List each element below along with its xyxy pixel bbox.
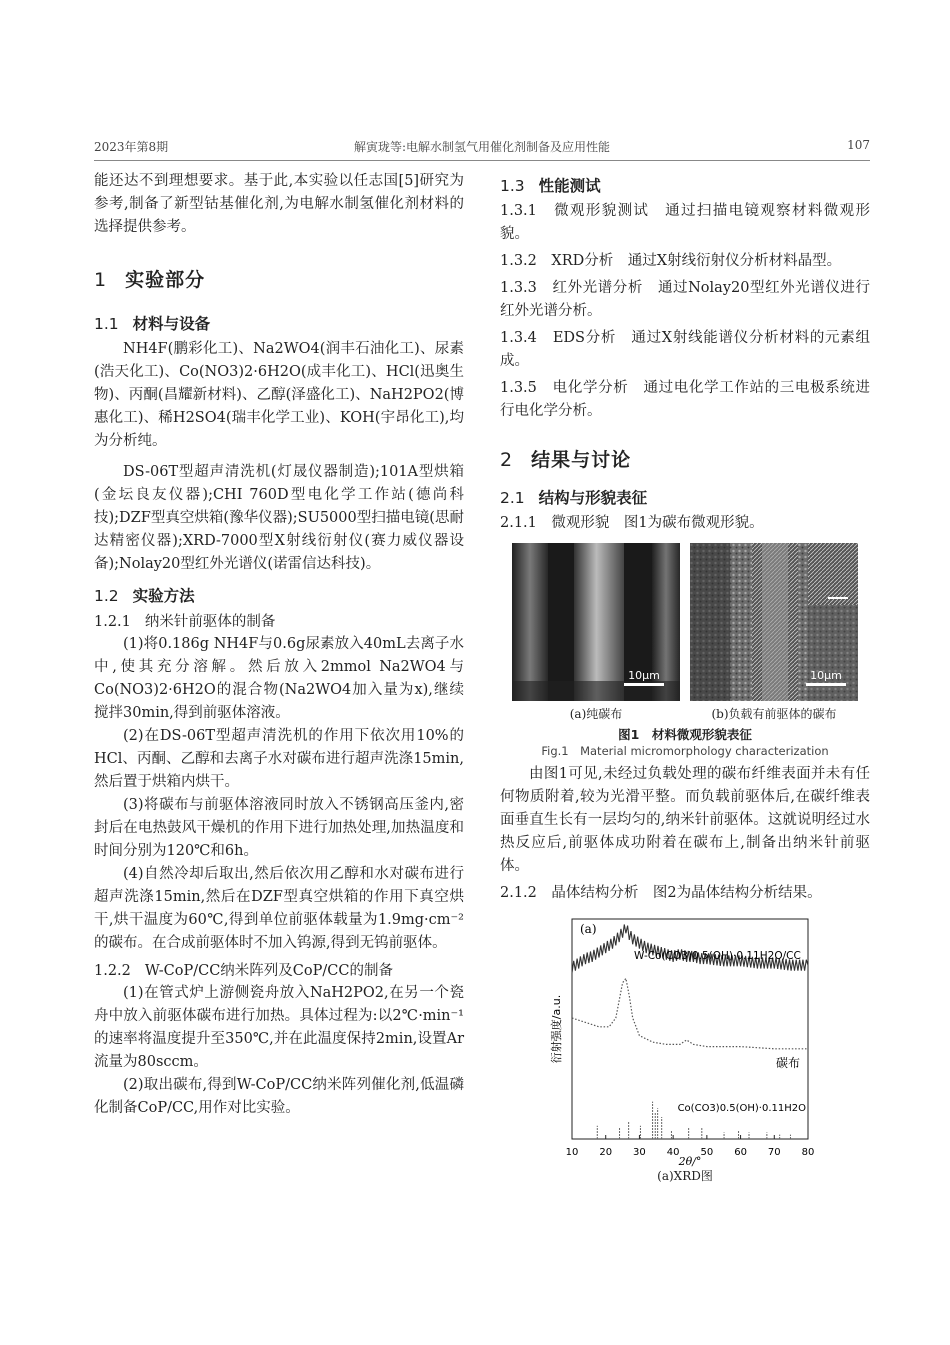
x-tick-label: 80 [801,1147,815,1158]
section-2-1-heading [500,486,870,508]
equipment-paragraph: DS-06T型超声清洗机(灯晟仪器制造);101A型烘箱(金坛良友仪器);CHI 760D型电化学工作站(德尚科技);DZF型真空烘箱(豫华仪器);SU5000型扫描电镜(思耐达精密仪器);XRD-7000型X射线衍射仪(赛力威仪器设备);Nolay20型红外光谱仪(诺雷信达科技)。 [94,464,464,572]
xrd-caption: (a)XRD图 [657,1169,713,1183]
section-number: 2.1 [500,489,525,507]
series-line-carbon-cloth [572,978,808,1048]
left-column [94,170,464,1120]
header-rule [94,160,870,161]
x-tick-label: 70 [767,1147,781,1158]
section-number: 1.2.2 [94,963,131,979]
x-tick-label: 10 [565,1147,579,1158]
test-1-3-5: 1.3.5 电化学分析 通过电化学工作站的三电极系统进行电化学分析。 [500,380,870,419]
section-number: 2 [500,449,514,471]
section-number: 1.1 [94,315,119,333]
running-header [94,138,870,158]
issue-label: 2023年第8期 [94,140,169,154]
sem-image-coated-carbon-cloth [690,543,858,701]
section-title: 实验部分 [125,269,206,291]
x-tick-label: 40 [666,1147,680,1158]
section-1-3-heading [500,174,870,196]
section-1-1-heading [94,312,464,334]
section-1-2-heading [94,584,464,606]
fig1-discussion-paragraph: 由图1可见,未经过负载处理的碳布纤维表面并未有任何物质附着,较为光滑平整。而负载前驱体后,在碳纤维表面垂直生长有一层均匀的,纳米针前驱体。这就说明经过水热反应后,前驱体成功附着在碳布上,制备出纳米针前驱体。 [500,766,870,874]
section-title: 实验方法 [132,587,195,605]
right-column [500,170,870,1184]
running-title: 解寅珑等:电解水制氢气用催化剂制备及应用性能 [353,140,611,154]
series-line-w-co [572,925,808,973]
figure-1 [500,543,870,721]
test-1-3-2: 1.3.2 XRD分析 通过X射线衍射仪分析材料晶型。 [500,253,842,269]
section-1-2-2-heading [94,959,464,980]
xrd-figure [500,915,870,1167]
materials-paragraph: NH4F(鹏彩化工)、Na2WO4(润丰石油化工)、尿素(浩天化工)、Co(NO3)2·6H2O(成丰化工)、HCl(迅奥生物)、丙酮(昌耀新材料)、乙醇(泽盛化工)、NaH2PO2(博惠化工)、稀H2SO4(瑞丰化学工业)、KOH(宇昂化工),均为分析纯。 [94,341,464,449]
step-3-paragraph: (3)将碳布与前驱体溶液同时放入不锈钢高压釜内,密封后在电热鼓风干燥机的作用下进行加热处理,加热温度和时间分别为120℃和6h。 [94,797,464,859]
section-number: 1.3 [500,177,525,195]
step-2-paragraph: (2)在DS-06T型超声清洗机的作用下依次用10%的HCl、丙酮、乙醇和去离子水对碳布进行超声洗涤15min,然后置于烘箱内烘干。 [94,728,464,790]
scale-label: 10μm [628,669,660,682]
section-1-heading [94,265,464,292]
step-5-paragraph: (1)在管式炉上游侧瓷舟放入NaH2PO2,在另一个瓷舟中放入前驱体碳布进行加热。具体过程为:以2℃·min⁻¹的速率将温度提升至350℃,并在此温度保持2min,设置Ar流量为80sccm。 [94,985,464,1070]
x-axis-label: 2θ/° [678,1155,702,1167]
series-label-carbon-cloth: 碳布 [776,1056,801,1070]
section-title: 结果与讨论 [531,449,632,471]
text-2-1-1: 2.1.1 微观形貌 图1为碳布微观形貌。 [500,515,764,531]
intro-paragraph: 能还达不到理想要求。基于此,本实验以任志国[5]研究为参考,制备了新型钴基催化剂,为电解水制氢催化剂材料的选择提供参考。 [94,173,464,235]
panel-label: (a) [580,922,597,936]
section-title: 材料与设备 [132,315,211,333]
step-4-paragraph: (4)自然冷却后取出,然后依次用乙醇和水对碳布进行超声洗涤15min,然后在DZF型真空烘箱的作用下真空烘干,烘干温度为60℃,得到单位前驱体载量为1.9mg·cm⁻²的碳布。在合成前驱体时不加入钨源,得到无钨前驱体。 [94,866,464,951]
x-tick-label: 60 [734,1147,747,1158]
series-label-w-co: W-Co(CO3)0.5(OH)·0.11H2O/CC [634,950,801,962]
fig1-caption-b: (b)负载有前驱体的碳布 [711,707,837,721]
section-title: 结构与形貌表征 [538,489,648,507]
x-tick-label: 30 [633,1147,646,1158]
section-number: 1.2 [94,587,119,605]
x-tick-label: 20 [599,1147,613,1158]
scale-label: 10μm [810,669,842,682]
section-1-2-1-heading [94,610,464,631]
fig1-title: 图1 材料微观形貌表征 [618,727,752,742]
x-tick-label: 50 [700,1147,714,1158]
page-number: 107 [847,138,870,152]
text-2-1-2: 2.1.2 晶体结构分析 图2为晶体结构分析结果。 [500,885,822,901]
section-2-heading [500,445,870,472]
section-number: 1.2.1 [94,614,131,630]
y-axis-label: 衍射强度/a.u. [550,994,563,1064]
xrd-chart [500,915,870,1167]
fig1-caption-a: (a)纯碳布 [569,707,623,721]
test-1-3-4: 1.3.4 EDS分析 通过X射线能谱仪分析材料的元素组成。 [500,330,870,369]
fig1-title-en: Fig.1 Material micromorphology characterization [541,744,829,758]
step-6-paragraph: (2)取出碳布,得到W-CoP/CC纳米阵列催化剂,低温磷化制备CoP/CC,用作对比实验。 [94,1077,464,1116]
section-number: 1 [94,269,108,291]
test-1-3-1: 1.3.1 微观形貌测试 通过扫描电镜观察材料微观形貌。 [500,203,870,242]
test-1-3-3: 1.3.3 红外光谱分析 通过Nolay20型红外光谱仪进行红外光谱分析。 [500,280,870,319]
section-title: 纳米针前驱体的制备 [144,614,276,630]
section-title: W-CoP/CC纳米阵列及CoP/CC的制备 [144,963,393,979]
section-title: 性能测试 [538,177,601,195]
step-1-paragraph: (1)将0.186g NH4F与0.6g尿素放入40mL去离子水中,使其充分溶解。然后放入2mmol Na2WO4与Co(NO3)2·6H2O的混合物(Na2WO4加入量为x),继续搅拌30min,得到前驱体溶液。 [94,636,464,721]
sem-image-pure-carbon-cloth [512,543,680,701]
series-label-reference: Co(CO3)0.5(OH)·0.11H2O [677,1103,806,1114]
